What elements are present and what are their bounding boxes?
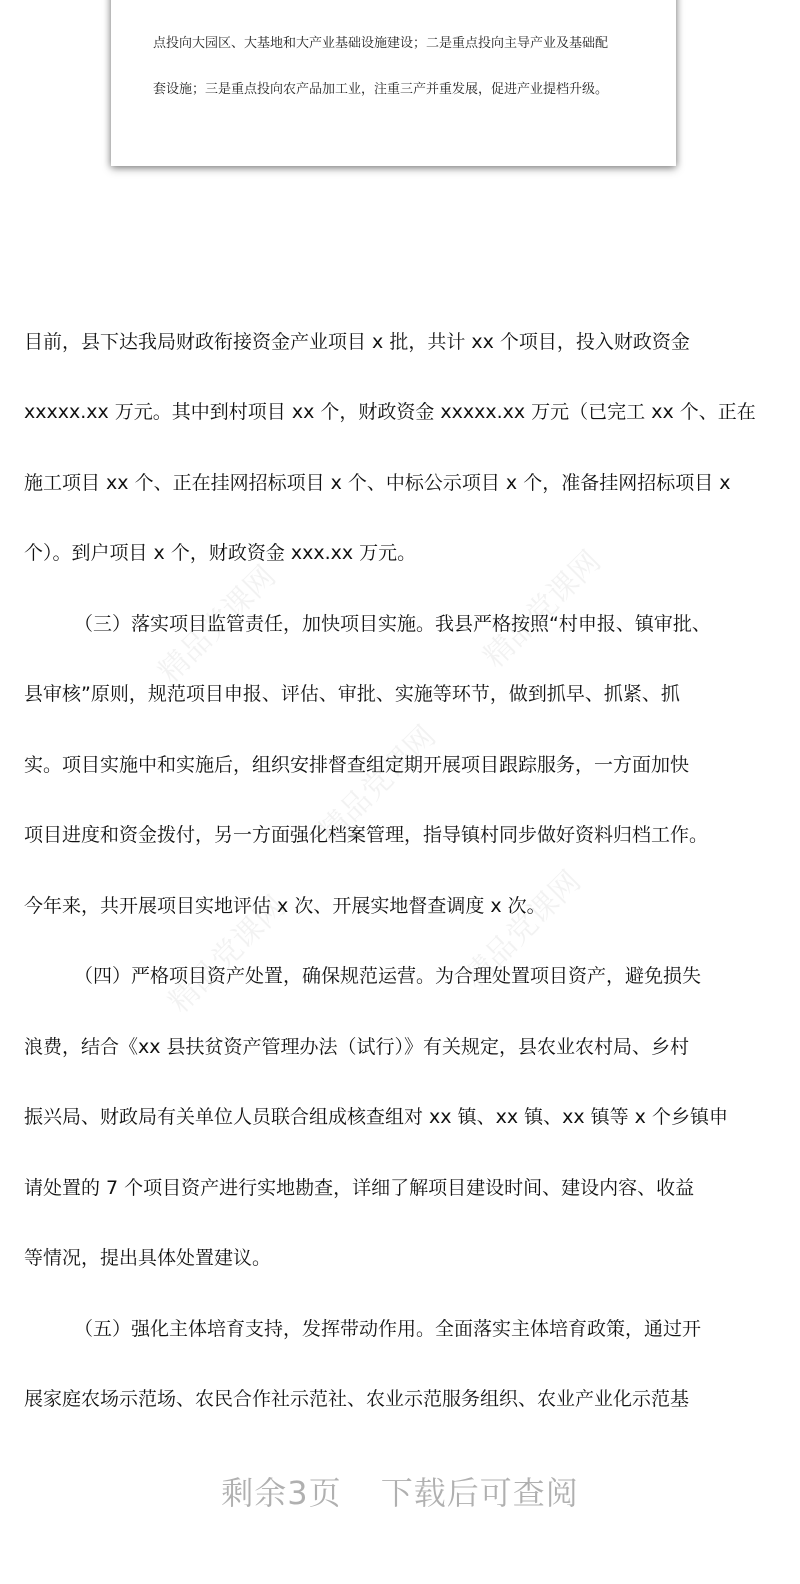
watermark: 精品党课网 [457,864,588,995]
paragraph-line: 目前，县下达我局财政衔接资金产业项目 x 批，共计 xx 个项目，投入财政资金 [24,331,690,353]
paragraph-line: 展家庭农场示范场、农民合作社示范社、农业示范服务组织、农业产业化示范基 [24,1388,690,1410]
paragraph-line: （五）强化主体培育支持，发挥带动作用。全面落实主体培育政策，通过开 [74,1318,702,1340]
paragraph-line: xxxxx.xx 万元。其中到村项目 xx 个，财政资金 xxxxx.xx 万元（已完工 xx 个、正在 [24,401,756,423]
paragraph-line: （三）落实项目监管责任，加快项目实施。我县严格按照“村申报、镇审批、 [74,613,711,635]
preview-line: 点投向大园区、大基地和大产业基础设施建设；二是重点投向主导产业及基础配 [153,36,609,51]
paragraph-line: 等情况，提出具体处置建议。 [24,1247,272,1269]
paragraph-line: 振兴局、财政局有关单位人员联合组成核查组对 xx 镇、xx 镇、xx 镇等 x 个乡镇申 [24,1106,728,1128]
document-preview-card [111,0,676,166]
watermark: 精品党课网 [477,544,608,675]
watermark: 精品党课网 [152,559,283,690]
paragraph-line: 请处置的 7 个项目资产进行实地勘查，详细了解项目建设时间、建设内容、收益 [24,1177,695,1199]
paragraph-line: 浪费，结合《xx 县扶贫资产管理办法（试行）》有关规定，县农业农村局、乡村 [24,1036,690,1058]
paragraph-line: 实。项目实施中和实施后，组织安排督查组定期开展项目跟踪服务，一方面加快 [24,754,690,776]
download-hint-label: 下载后可查阅 [380,1474,579,1512]
remaining-pages-banner[interactable] [0,1468,800,1514]
remaining-pages-label: 剩余3页 [221,1474,342,1512]
paragraph-line: 今年来，共开展项目实地评估 x 次、开展实地督查调度 x 次。 [24,895,546,917]
paragraph-line: 施工项目 xx 个、正在挂网招标项目 x 个、中标公示项目 x 个，准备挂网招标项目 x [24,472,731,494]
watermark: 精品党课网 [162,889,293,1020]
paragraph-line: 个）。到户项目 x 个，财政资金 xxx.xx 万元。 [24,542,417,564]
paragraph-line: 项目进度和资金拨付，另一方面强化档案管理，指导镇村同步做好资料归档工作。 [24,824,709,846]
paragraph-line: （四）严格项目资产处置，确保规范运营。为合理处置项目资产，避免损失 [74,965,702,987]
watermark: 精品党课网 [312,719,443,850]
paragraph-line: 县审核”原则，规范项目申报、评估、审批、实施等环节，做到抓早、抓紧、抓 [24,683,680,705]
preview-line: 套设施；三是重点投向农产品加工业，注重三产并重发展，促进产业提档升级。 [153,82,609,97]
